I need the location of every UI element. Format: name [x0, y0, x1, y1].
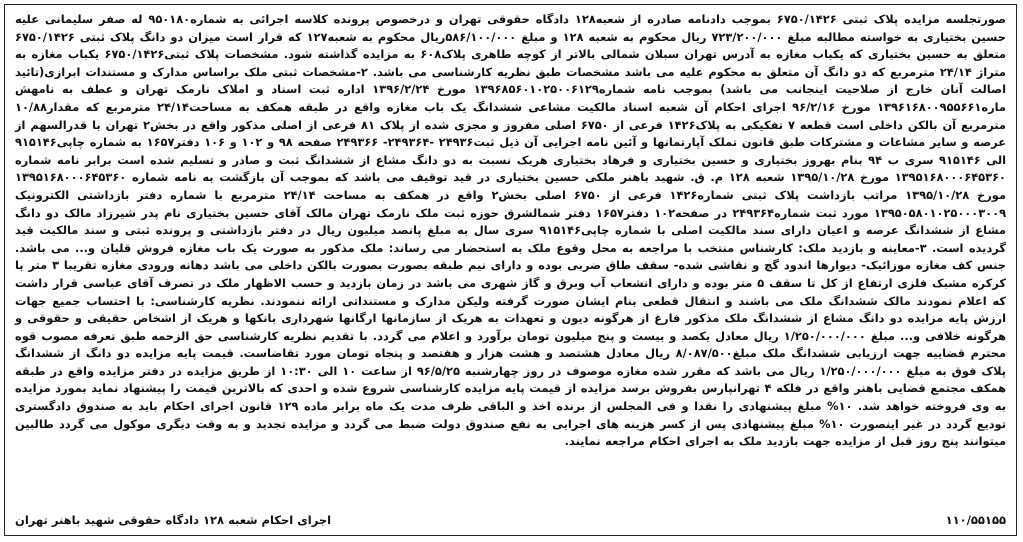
auction-notice	[4, 4, 1017, 536]
notice-code: ۱۱۰/۵۵۱۵۵	[945, 513, 1006, 527]
notice-footer	[15, 511, 1006, 529]
notice-body-text: صورتجلسه مزایده پلاک ثبتی ۶۷۵۰/۱۴۲۶ بموجب دادنامه صادره از شعبه۱۲۸ دادگاه حقوقی تهران و درخصوص پرونده کلاسه اجرائی به شماره۹۵۰۱۸۰ له صفر سلیمانی علیه حسین بختیاری به خواسته مطالبه مبلغ ۷۲۳/۲۰۰/۰۰۰ ریال محکوم به شعبه ۱۲۸ و مبلغ ۵۸۶/۱۰۰/۰۰۰ریال محکوم به شعبه۱۲۷ که قرار است میزان دو دانگ پلاک ثبتی ۶۷۵۰/۱۴۲۶ متعلق به حسین بختیاری که یکباب مغازه به آدرس تهران سبلان شمالی بالاتر از کوچه طاهری پلاک۶۰۸ به مزایده گذاشته شود. مشخصات پلاک ثبتی۶۷۵۰/۱۴۲۶ یکباب مغازه به متراژ ۲۴/۱۴ مترمربع که دو دانگ آن متعلق به محکوم علیه می باشد مشخصات طبق نظریه کارشناسی می باشد. ۲-مشخصات ثبتی ملک براساس مدارک و مستندات ابرازی(تائید اصالت آنان خارج از صلاحیت اینجانب می باشد) بموجب نامه شماره۱۳۹۶۸۵۶۰۱۰۲۵۰۰۶۱۲۹ مورخ ۱۳۹۶/۲/۲۴ اداره ثبت اسناد و املاک نارمک تهران و عطف به نامهش ماره۱۳۹۶۱۶۸۰۰۹۵۵۶۶۱ مورخ ۹۶/۲/۱۶ اجرای احکام آن شعبه اسناد مالکیت مشاعی ششدانگ یک باب مغازه واقع در طبقه همکف به مساحت۲۴/۱۴ مترمربع که مقدار۱۰/۸۸ مترمربع آن بالکن داخلی است قطعه ۷ تفکیکی به پلاک۱۴۲۶ فرعی از ۶۷۵۰ اصلی مفروز و مجزی شده از پلاک ۸۱ فرعی از اصلی مذکور واقع در بخش۲ تهران با قدرالسهم از عرصه و سایر مشاعات و مشترکات طبق قانون تملک آپارتمانها و آئین نامه اجرایی آن ذیل ثبت۲۴۹۳۶ -۲۴۹۳۶۴- ۲۴۹۳۶۶ صفحه ۹۸ و ۱۰۲ و ۱۰۶ دفتر۱۶۵۷ به شماره چاپی۹۱۵۱۴۶ الی ۹۱۵۱۴۶ سری ب ۹۴ بنام بهروز بختیاری و حسین بختیاری و فرهاد بختیاری هریک نسبت به دو دانگ مشاع از ششدانگ ثبت و صادر و تسلیم شده است برابر نامه شماره ۱۳۹۵۱۶۸۰۰۰۶۴۵۳۶۰ مورخ ۱۳۹۵/۱۰/۲۸ شعبه ۱۲۸ م. ق. شهید باهنر ملکی حسین بختیاری در قید توقیف می باشد که بموجب آن بازگشت به نامه شماره ۱۳۹۵۱۶۸۰۰۰۶۴۵۳۶۰ مورخ ۱۳۹۵/۱۰/۲۸ مراتب بازداشت پلاک ثبتی شماره۱۴۲۶ فرعی از ۶۷۵۰ اصلی بخش۲ واقع در همکف به مساحت ۲۴/۱۴ مترمربع با شماره دفتر بازداشتی الکترونیک ۱۳۹۵۰۵۸۰۱۰۲۵۰۰۰۳۰۰۹ مورد ثبت شماره۲۴۹۳۶۴ در صفحه۱۰۲ دفتر۱۶۵۷ دفتر شمالشرق حوزه ثبت ملک نارمک تهران مالک آقای حسین بختیاری نام پدر شیرزاد مالک دو دانگ مشاع از ششدانگ عرصه و اعیان دارای سند مالکیت اصلی با شماره چاپی۹۱۵۱۴۶ سری سال به مبلغ پانصد میلیون ریال در دفتر بازداشتی و پرونده ثبتی و سند مالکیت قید گردیده است. ۳-معاینه و بازدید ملک: کارشناس منتخب با مراجعه به محل وقوع ملک به استحضار می رساند: ملک مذکور به صورت یک باب مغازه فروش قلیان و... می باشد. جنس کف مغازه موزائیک- دیوارها اندود گچ و نقاشی شده- سقف طاق ضربی بوده و دارای نیم طبقه بصورت بصورت بالکن داخلی می باشد دهانه ورودی مغازه تقریبا ۳ متر با کرکره مشبک فلزی ارتفاع از کل تا سقف ۵ متر بوده و دارای انشعاب آب وبرق و گاز شهری می باشد در زمان بازدید و حسب الاظهار ملک در تصرف آقای عباسی قرار داشت که اعلام نمودند مالک ششدانگ ملک می باشند و انتقال قطعی بنام ایشان صورت گرفته ولیکن مدارک و مستنداتی ارائه ننمودند. نظریه کارشناسی: با احتساب جمیع جهات ارزش پایه مزایده دو دانگ مشاع از ششدانگ ملک مذکور فارغ از هرگونه دیون و تعهدات به هریک از سازمانها ارگانها شهرداری بانکها و هریک از اشخاص حقیقی و حقوقی و هرگونه خلافی و... مبلغ ۱/۲۵۰/۰۰۰/۰۰۰ ریال معادل یکصد و بیست و پنج میلیون تومان برآورد و اعلام می گردد. با تقدیم نظریه کارشناسی حق الزحمه طبق تعرفه مصوب قوه محترم قضاییه جهت ارزیابی ششدانگ ملک مبلغ۸/۰۸۷/۵۰۰ ریال معادل هشتصد و هشت هزار و هفتصد و پنجاه تومان مورد تقاضاست. قیمت پایه مزایده دو دانگ از ششدانگ پلاک فوق به مبلغ ۱/۲۵۰/۰۰۰/۰۰۰ ریال می باشد که مقرر شده مغازه موصوف در روز چهارشنبه ۹۶/۵/۲۵ از ساعت ۱۰ الی ۱۰:۳۰ از طریق مزایده در دفتر مزایده واقع در طبقه همکف مجتمع قضایی باهنر واقع در فلکه ۴ تهرانپارس بفروش برسد مزایده از قیمت پایه مزایده کارشناسی شروع شده و احدی که بالاترین قیمت را پیشنهاد نماید بمورد مزایده به وی فروخته خواهد شد. ۱۰% مبلغ پیشنهادی را نقدا و فی المجلس از برنده اخذ و الباقی ظرف مدت یک ماه برابر ماده ۱۲۹ قانون اجرای احکام باید به صندوق دادگستری تودیع گردد در غیر اینصورت ۱۰% مبلغ پیشنهادی پس از کسر هزینه های اجرایی به نفع صندوق دولت ضبط می گردد و مزایده تجدید و به وقت دیگری موکول می گردد طالبین میتوانند پنج روز قبل از مزایده جهت بازدید ملک به اجرای احکام مراجعه نمایند.	[15, 12, 1007, 449]
notice-issuer: اجرای احکام شعبه ۱۲۸ دادگاه حقوقی شهید باهنر تهران	[15, 513, 332, 527]
